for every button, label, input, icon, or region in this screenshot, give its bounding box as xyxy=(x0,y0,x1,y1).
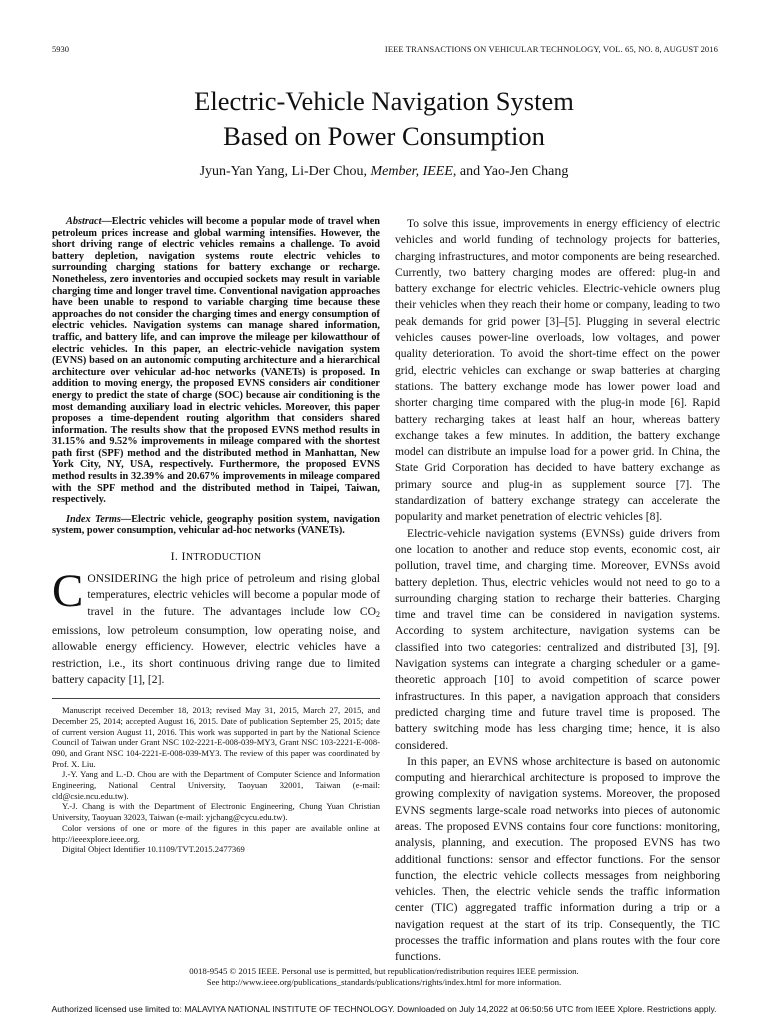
footnote-manuscript: Manuscript received December 18, 2013; revised May 31, 2015, March 27, 2015, and December 25, 2014; accepted August 16, 2015. Date of publication September 25, 2015; date of current version August 11, 2016. This work was supported in part by the National Science Council of Taiwan under Grant NSC 102-2221-E-008-039-MY3, Grant NSC 103-2221-E-008-090, and Grant NSC 104-2221-E-008-039-MY3. The review of this paper was coordinated by Prof. X. Liu. xyxy=(52,705,380,769)
copyright-line-1: 0018-9545 © 2015 IEEE. Personal use is permitted, but republication/redistribution requires IEEE permission. xyxy=(189,966,579,976)
footnote-affiliation-2: Y.-J. Chang is with the Department of Electronic Engineering, Chung Yuan Christian University, Taoyuan 32023, Taiwan (e-mail: yjchang@cycu.edu.tw). xyxy=(52,801,380,823)
copyright-line-2: See http://www.ieee.org/publications_standards/publications/rights/index.html for more information. xyxy=(206,977,562,987)
intro-text-b: emissions, low petroleum consumption, low operating noise, and allowable energy efficiency. However, electric vehicles have a restriction, i.e., its short continuous driving range due to limited battery capacity [1], [2]. xyxy=(52,623,380,686)
intro-caps-word: ONSIDERING xyxy=(87,572,159,586)
abstract-text: —Electric vehicles will become a popular mode of travel when petroleum prices increase and global warming intensifies. However, the short driving range of electric vehicles remains a challenge. To avoid battery depletion, navigation systems route electric vehicles to surrounding charging stations for battery exchange or recharge. Nonetheless, zero inventories and occupied sockets may result in variable charging time and longer travel time. Conventional navigation approaches have been unable to respond to variable charging time because these approaches do not consider the charging times and energy consumption of electric vehicles. Navigation systems can manage shared information, traffic, and battery life, and can improve the mileage per kilowatthour of electric vehicles. In this paper, an electric-vehicle navigation system (EVNS) based on an autonomic computing architecture and a hierarchical architecture over vehicular ad-hoc networks (VANETs) is proposed. In addition to moving energy, the proposed EVNS considers air conditioner energy to predict the state of charge (SOC) because air conditioning is the most demanding auxiliary load in electric vehicles. Moreover, this paper proposes a time-dependent routing algorithm that considers shared information. The results show that the proposed EVNS method results in 31.15% and 9.52% improvements in mileage compared with the shortest path first (SPF) method and the distributed method in Manhattan, New York City, NY, USA, respectively. Furthermore, the proposed EVNS method results in 32.39% and 20.67% improvements in mileage compared with the SPF method and the distributed method in Taipei, Taiwan, respectively. xyxy=(52,216,380,506)
title-line-2: Based on Power Consumption xyxy=(223,121,545,151)
section-title-rest: NTRODUCTION xyxy=(185,552,262,564)
author-names: Jyun-Yan Yang, Li-Der Chou, xyxy=(199,164,371,179)
section-numeral: I. xyxy=(170,549,182,564)
author-membership: Member, IEEE xyxy=(370,164,453,179)
intro-paragraph xyxy=(52,565,380,688)
footnote-divider xyxy=(52,698,380,699)
title-line-1: Electric-Vehicle Navigation System xyxy=(194,86,574,116)
index-terms xyxy=(52,514,380,537)
footnote-affiliation-1: J.-Y. Yang and L.-D. Chou are with the Department of Computer Science and Information Engineering, National Central University, Taoyuan 32001, Taiwan (e-mail: cld@csie.ncu.edu.tw). xyxy=(52,769,380,801)
left-column xyxy=(52,216,380,855)
right-column xyxy=(395,216,720,966)
copyright-notice xyxy=(0,966,768,988)
intro-text-a: the high price of petroleum and rising global temperatures, electric vehicles will become a popular mode of travel in the future. The advantages include low xyxy=(87,572,380,618)
section-heading xyxy=(52,549,380,564)
abstract-label: Abstract xyxy=(66,216,102,227)
paper-title xyxy=(0,84,768,154)
footnote-color-note: Color versions of one or more of the figures in this paper are available online at http://ieeexplore.ieee.org. xyxy=(52,822,380,844)
body-paragraph-3: In this paper, an EVNS whose architecture is based on autonomic computing and hierarchical architecture is proposed to improve the growing complexity of navigation systems. Moreover, the proposed EVNS segments large-scale road networks into pieces of autonomic areas. The proposed EVNS contains four core functions: monitoring, analysis, planning, and execution. The proposed EVNS has two additional functions: sensor and effector functions. For the sensor function, the electric vehicle collects messages from neighboring vehicles. Then, the electric vehicle sends the traffic information center (TIC) aggregated traffic information during a trip or a navigation request at the start of its trip. Consequently, the TIC processes the traffic information and plans routes with the four core functions. xyxy=(395,754,720,964)
drop-cap: C xyxy=(52,565,84,618)
co2-main: CO xyxy=(359,604,376,618)
co2-subscript: 2 xyxy=(376,609,380,619)
author-names-end: , and Yao-Jen Chang xyxy=(452,164,569,179)
running-header xyxy=(52,44,718,56)
co2-term xyxy=(360,605,380,618)
section-title-initial: I xyxy=(181,549,186,564)
body-paragraph-2: Electric-vehicle navigation systems (EVNSs) guide drivers from one location to another and reduce stop events, economic cost, air pollution, travel time, and charging time. Moreover, EVNSs avoid battery depletion. Thus, electric vehicles would not need to go to a surrounding charging station to recharge their batteries. Charging time and travel time can be considered in navigation systems. According to system architecture, navigation systems can be classified into two categories: centralized and distributed [3], [9]. Navigation systems can integrate a charging scheduler or a game-theoretic approach [10] to avoid competition of scarce power infrastructures. In this paper, a navigation approach that considers predicted charging time and future travel time is proposed. The battery switching mode has less charging time; hence, it is also considered. xyxy=(395,526,720,752)
abstract xyxy=(52,216,380,506)
license-notice: Authorized licensed use limited to: MALAVIYA NATIONAL INSTITUTE OF TECHNOLOGY. Downloaded on July 14,2022 at 06:50:56 UTC from IEEE Xplore. Restrictions apply. xyxy=(51,1004,717,1014)
page-number: 5930 xyxy=(52,44,69,54)
index-terms-text: —Electric vehicle, geography position system, navigation system, power consumption, vehicular ad-hoc networks (VANETs). xyxy=(52,513,380,537)
footnote-doi: Digital Object Identifier 10.1109/TVT.2015.2477369 xyxy=(62,844,245,855)
index-terms-label: Index Terms xyxy=(66,513,121,525)
author-list xyxy=(0,164,768,180)
body-paragraph-1: To solve this issue, improvements in energy efficiency of electric vehicles and world funding of technology projects for batteries, charging infrastructures, and motor components are being researched. Currently, two battery charging modes are offered: plug-in and battery exchange for electric vehicles. Electric-vehicle owners plug their vehicles when they reach their home or company, leading to two peak demands for grid power [3]–[5]. Plugging in several electric vehicles causes power-line overloads, low voltages, and power quality deterioration. To avoid the short-time effect on the power grid, electric vehicles can exchange or swap batteries at charging stations. The battery exchange mode has lower power load and shorter charging time compared with the plug-in mode [6]. Rapid battery recharging takes at least half an hour, whereas battery exchange takes a few minutes. In addition, the battery exchange model can distribute an impulse load for a power grid. In China, the State Grid Corporation has decided to have battery exchange as primary source and plug-in as supplement source [7]. The standardization of battery exchange strategy can accelerate the popularity and market penetration of electric vehicles [8]. xyxy=(395,217,720,524)
journal-header: IEEE TRANSACTIONS ON VEHICULAR TECHNOLOGY, VOL. 65, NO. 8, AUGUST 2016 xyxy=(384,44,718,54)
